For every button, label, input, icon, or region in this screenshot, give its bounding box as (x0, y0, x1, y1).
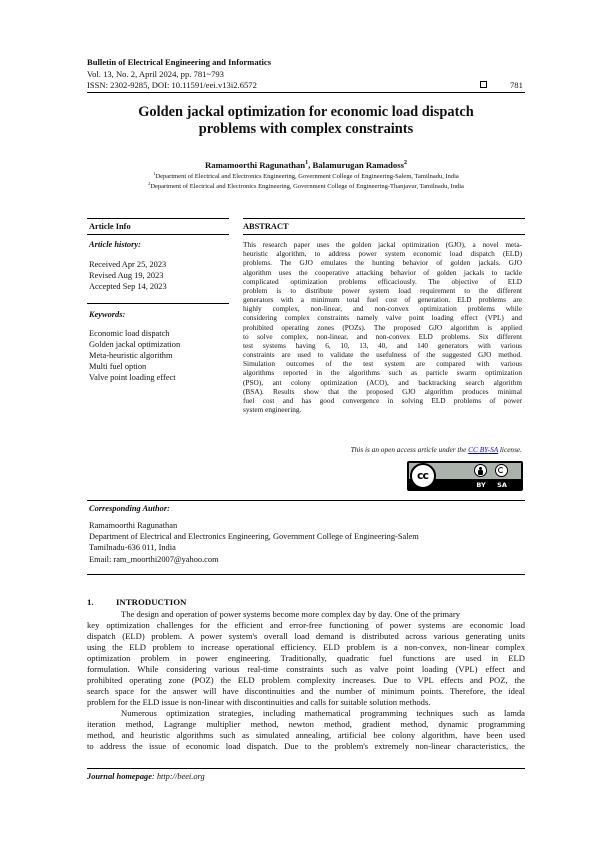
abstract-line: prohibited operating zones (POZs). The proposed GJO algorithm is applied (243, 322, 522, 332)
abstract-line: highly complex, non-linear, and non-convex optimization problems while (243, 304, 522, 314)
article-history-heading: Article history: (89, 240, 141, 249)
abstract-line: test systems having 6, 10, 13, 40, and 140 generators with various (243, 340, 522, 350)
license-statement (243, 445, 522, 454)
license-link[interactable]: CC BY-SA (468, 445, 499, 454)
section-number: 1. (87, 597, 94, 607)
section-heading: INTRODUCTION (116, 597, 187, 607)
corresponding-heading: Corresponding Author: (89, 504, 170, 513)
license-suffix: license. (498, 445, 522, 454)
header-rule (87, 92, 525, 93)
journal-volume: Vol. 13, No. 2, April 2024, pp. 781~793 (87, 69, 224, 79)
homepage-label: Journal homepage (87, 772, 152, 781)
intro-line: problem for the ELD issue is non-linear with discontinuities and calls for suitable solution methods. (87, 697, 431, 707)
abstract-line: Simulation outcomes of the test system are compared with various (243, 359, 522, 369)
keyword-list (89, 328, 231, 383)
keyword-item: Economic load dispatch (89, 329, 170, 338)
abstract-body (243, 240, 522, 414)
abstract-top-rule (243, 218, 525, 219)
intro-line: using the ELD problem to increase operational efficiency. ELD problem is a non-convex, non-linear complex (87, 642, 525, 652)
affiliation-text: Department of Electrical and Electronics Engineering, Government College of Engineering-Thanjavur, Tamilnadu, India (150, 183, 464, 190)
cc-icon-label: cc (416, 469, 429, 482)
cc-by-label: BY (476, 481, 486, 489)
article-info-divider (87, 303, 229, 304)
keywords-heading: Keywords: (89, 310, 126, 319)
keyword-item: Multi fuel option (89, 362, 147, 371)
abstract-line: This research paper uses the golden jackal optimization (GJO), a novel meta- (243, 240, 522, 249)
corresponding-details (89, 520, 419, 565)
abstract-line: system engineering. (243, 405, 302, 415)
article-info-heading-rule (87, 234, 229, 235)
footer-rule (87, 768, 525, 769)
author-separator: , (308, 160, 313, 170)
journal-homepage (87, 772, 205, 781)
license-prefix: This is an open access article under the (350, 445, 469, 454)
affiliation-text: Department of Electrical and Electronics Engineering, Government College of Engineering-Salem, Tamilnadu, India (155, 173, 459, 180)
intro-line: The design and operation of power systems become more complex day by day. One of the primary (121, 609, 461, 619)
author-list (87, 160, 525, 170)
keyword-item: Golden jackal optimization (89, 340, 181, 349)
intro-line: optimization problem in power engineering. Traditionally, quadratic fuel functions are used in ELD (87, 653, 525, 663)
intro-line: formulation. While considering various real-time constraints such as valve point loading (VPL) effect and (87, 664, 525, 674)
intro-line: method, and heuristic algorithms such as simulated annealing, artificial bee colony algorithm, have been used (87, 730, 525, 740)
corresponding-dept: Department of Electrical and Electronics Engineering, Government College of Engineering-Salem (89, 532, 419, 542)
share-alike-icon (495, 464, 508, 477)
square-icon (480, 81, 487, 88)
intro-line: dispatch (ELD) problem. A power system's overall load demand is distributed across various generating units (87, 631, 525, 641)
corresponding-address: Tamilnadu-636 011, India (89, 543, 176, 553)
author-name: Balamurugan Ramadoss (312, 160, 404, 170)
author-affil-mark: 2 (404, 160, 408, 167)
history-date: Revised Aug 19, 2023 (89, 271, 164, 280)
affiliation-mark: 2 (148, 180, 151, 186)
abstract-line: algorithm uses the cooperative attacking behavior of golden jackals to tackle (243, 267, 522, 277)
abstract-line: problem is to distribute power system load requirement to the different (243, 285, 522, 295)
article-info-top-rule (87, 218, 229, 219)
author-affil-mark: 1 (305, 160, 309, 167)
history-date: Received Apr 25, 2023 (89, 260, 167, 269)
abstract-line: heuristic algorithm, to address power system economic load dispatch (ELD) (243, 249, 522, 259)
intro-line: prohibited operating zone (POZ) the ELD problem complexity increases. Due to VPL effects and POZ, the (87, 675, 525, 685)
corresponding-bottom-rule (87, 574, 525, 575)
paper-title-line: Golden jackal optimization for economic load dispatch (138, 104, 474, 120)
abstract-line: fuel cost and has good convergence in solving ELD problems of power (243, 395, 522, 405)
person-icon (474, 464, 487, 477)
journal-name: Bulletin of Electrical Engineering and Informatics (87, 57, 272, 67)
corresponding-email: Email: ram_moorthi2007@yahoo.com (89, 554, 219, 564)
keyword-item: Valve point loading effect (89, 373, 176, 382)
corresponding-top-rule (87, 500, 525, 501)
abstract-heading: ABSTRACT (243, 222, 289, 231)
cc-sa-label: SA (497, 481, 507, 489)
abstract-line: to solve complex, non-linear, and non-convex ELD problems. Six different (243, 331, 522, 341)
abstract-line: algorithms reported in the algorithms such as particle swarm optimization (243, 368, 522, 378)
affiliation-mark: 1 (153, 170, 156, 176)
history-date: Accepted Sep 14, 2023 (89, 282, 167, 291)
author-name: Ramamoorthi Ragunathan (204, 160, 306, 170)
paper-title (87, 104, 525, 138)
intro-line: key optimization challenges for the efficient and error-free functioning of power systems are economic load (87, 620, 525, 630)
abstract-line: generators with a minimum total fuel cost of generation. ELD problems are (243, 295, 522, 305)
abstract-line: (PSO), ant colony optimization (ACO), and backtracking search algorithm (243, 377, 522, 387)
abstract-line: constraints are used to validate the usefulness of the suggested GJO method. (243, 350, 522, 360)
abstract-line: (BSA). Results show that the proposed GJO algorithm produces minimal (243, 386, 522, 396)
affiliation (87, 170, 525, 180)
homepage-separator: : (151, 772, 157, 781)
page-number: 781 (510, 80, 523, 90)
cc-icon (410, 463, 436, 489)
intro-line: Numerous optimization strategies, including mathematical programming techniques such as lamda (121, 708, 525, 718)
paper-title-line: problems with complex constraints (198, 121, 414, 137)
intro-line: iteration method, Lagrange multiplier method, newton method, gradient method, dynamic programming (87, 719, 525, 729)
keyword-item: Meta-heuristic algorithm (89, 351, 173, 360)
cc-by-sa-badge[interactable] (407, 461, 523, 491)
article-history (89, 259, 231, 292)
abstract-line: considering complex constraints namely valve point loading effect (VPL) and (243, 313, 522, 323)
affiliation (87, 180, 525, 190)
article-info-heading: Article Info (89, 222, 131, 231)
abstract-line: complicated optimization problems efficaciously. The objective of ELD (243, 276, 522, 286)
intro-line: search space for the answer will have discontinuities and the number of minimum points. Therefore, the ideal (87, 686, 525, 696)
journal-issn-doi: ISSN: 2302-9285, DOI: 10.11591/eei.v13i2.6572 (87, 80, 257, 90)
intro-line: to address the issue of economic load dispatch. Due to the problem's extremely non-linear characteristics, the (87, 741, 525, 751)
corresponding-name: Ramamoorthi Ragunathan (89, 521, 178, 530)
abstract-line: problems. The GJO emulates the hunting behavior of golden jackals. GJO (243, 258, 522, 268)
homepage-link[interactable]: http://beei.org (156, 772, 205, 781)
abstract-heading-rule (243, 234, 525, 235)
